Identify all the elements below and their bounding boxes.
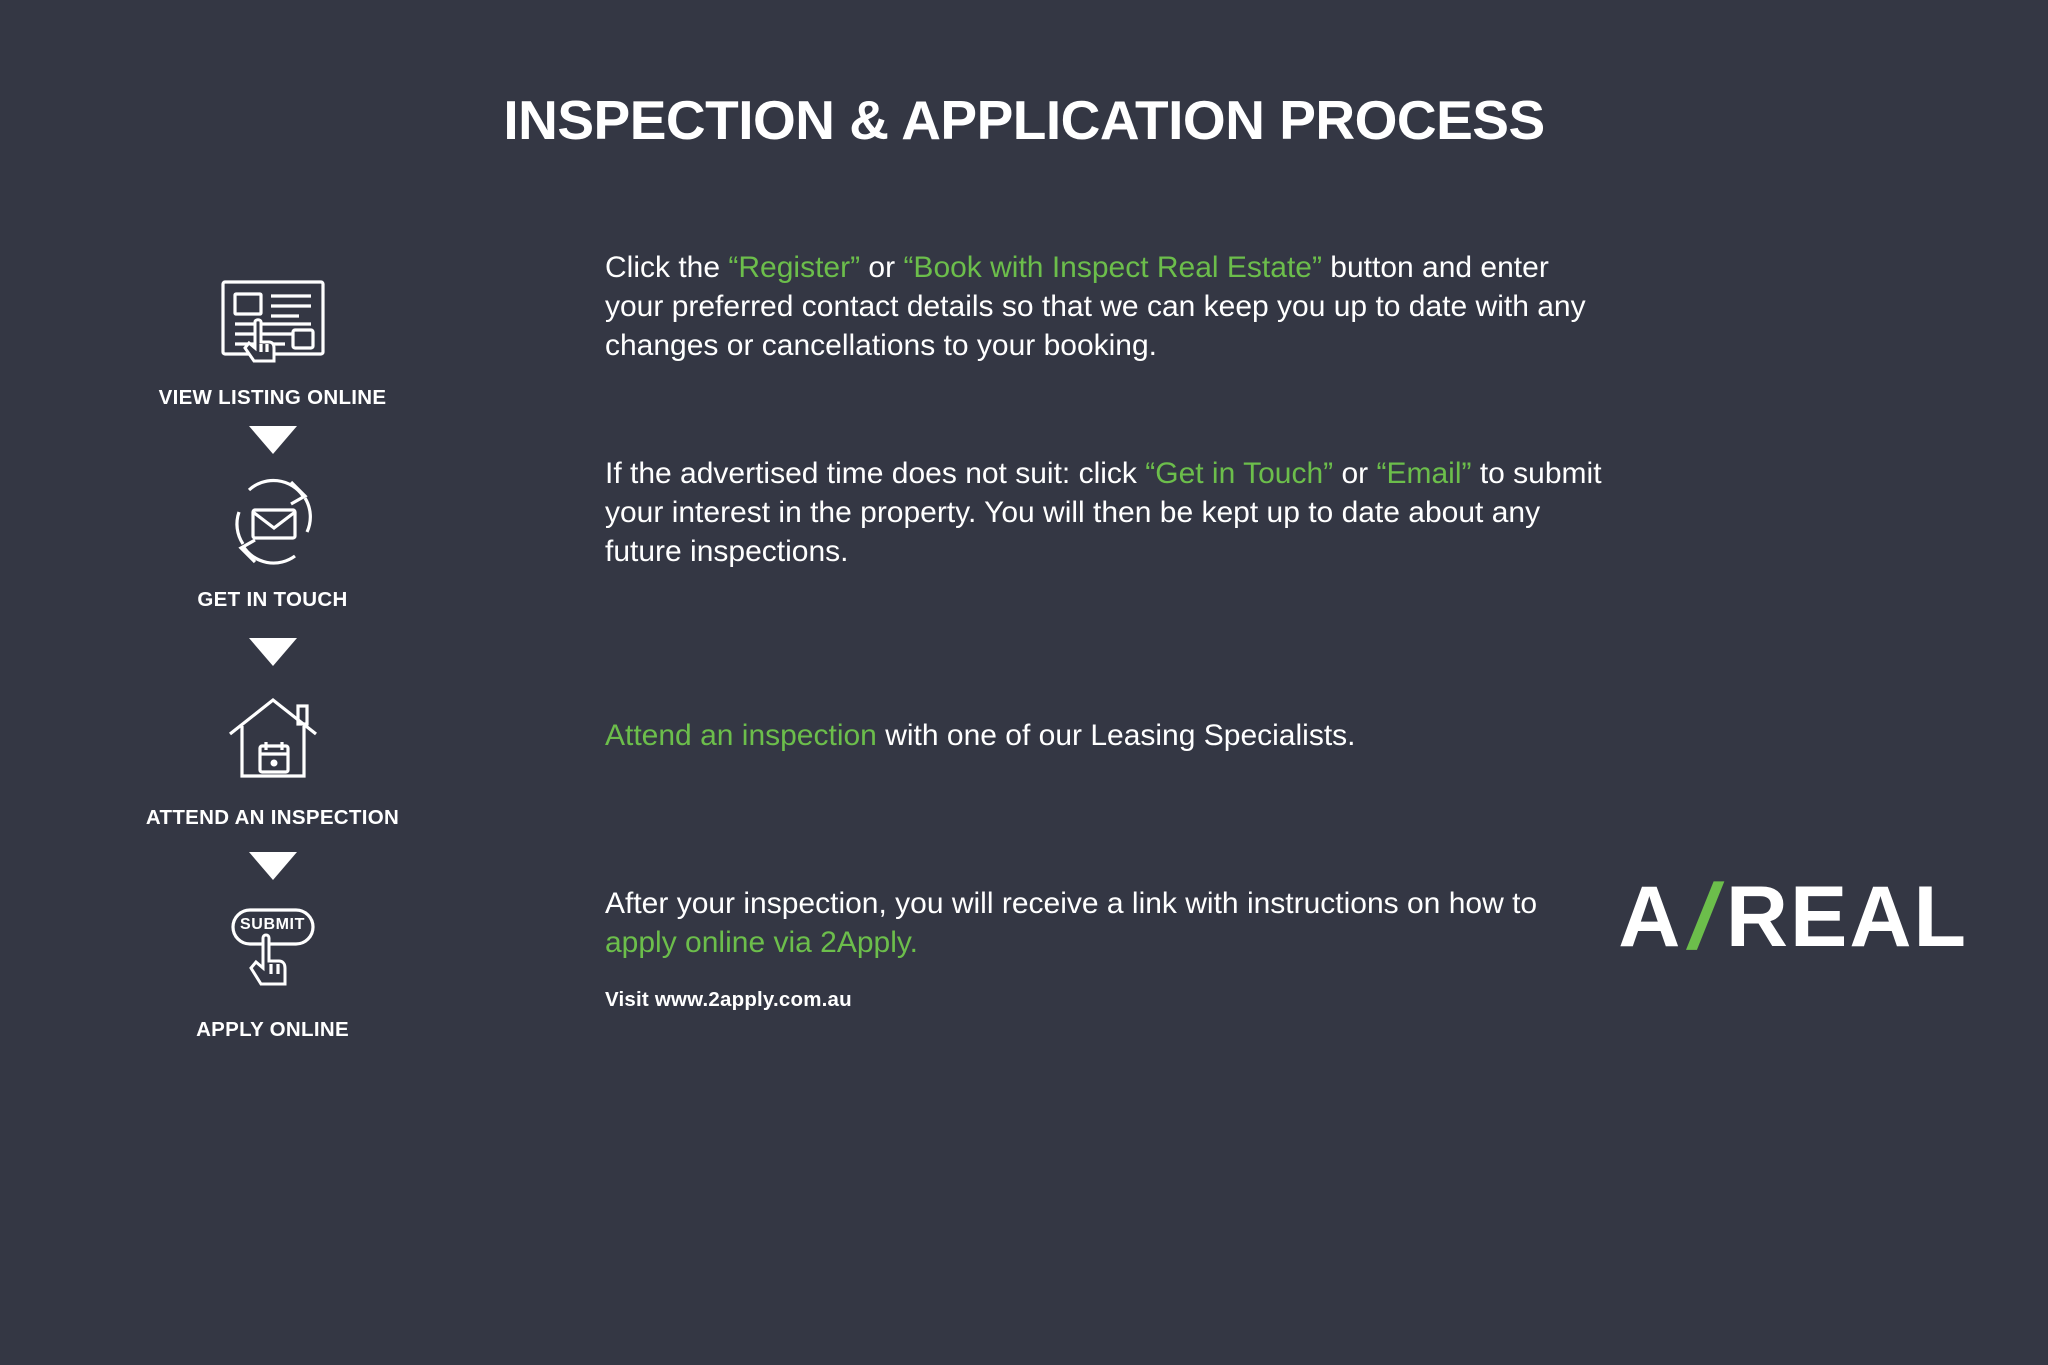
process-step-get-in-touch: [0, 457, 2048, 612]
step-1-text-column: [545, 251, 2048, 365]
step-1-icon-column: [0, 270, 545, 410]
step-4-label: APPLY ONLINE: [196, 1018, 349, 1041]
step-2-label: GET IN TOUCH: [197, 588, 348, 611]
step-2-text-part-5: to submit your interest in the property. You will then be kept up to date about any future inspections.: [605, 457, 1602, 568]
triangle-down-icon-1: [0, 424, 545, 456]
step-2-text-part-3: or: [1333, 457, 1377, 490]
step-1-label: VIEW LISTING ONLINE: [158, 386, 387, 409]
step-1-description: [605, 248, 1605, 365]
step-2-text-part-4: “Email”: [1376, 457, 1472, 490]
step-1-text-part-4: “Book with Inspect Real Estate”: [903, 251, 1322, 284]
brand-logo: [1618, 865, 1968, 970]
triangle-down-icon-2: [0, 636, 545, 668]
page-title: INSPECTION & APPLICATION PROCESS: [503, 89, 1545, 151]
step-1-text-part-2: “Register”: [728, 251, 861, 284]
step-2-text-part-1: If the advertised time does not suit: click: [605, 457, 1146, 490]
step-4-text-part-1: After your inspection, you will receive a link with instructions on how to: [605, 887, 1538, 920]
listing-page-click-icon: [215, 270, 331, 370]
step-2-text-part-2: “Get in Touch”: [1145, 457, 1334, 490]
step-4-text-part-2: apply online via 2Apply.: [605, 926, 918, 959]
step-4-description: [605, 884, 1605, 962]
step-1-text-part-5: button and enter your preferred contact details so that we can keep you up to date with any changes or cancellations to your booking.: [605, 251, 1586, 362]
step-4-footnote: Visit www.2apply.com.au: [605, 988, 852, 1011]
step-3-text-part-2: with one of our Leasing Specialists.: [876, 719, 1356, 752]
step-2-text-column: [545, 457, 2048, 571]
step-3-label: ATTEND AN INSPECTION: [145, 806, 400, 829]
process-step-attend-an-inspection: [0, 690, 2048, 830]
logo-slash-icon: /: [1681, 866, 1731, 968]
step-4-icon-column: [0, 902, 545, 1042]
process-step-view-listing-online: [0, 251, 2048, 410]
submit-button-click-icon: [219, 902, 327, 1002]
step-3-description: [605, 716, 1605, 755]
step-1-text-part-1: Click the: [605, 251, 729, 284]
triangle-down-icon-3: [0, 850, 545, 882]
house-calendar-icon: [220, 690, 326, 790]
step-1-text-part-3: or: [860, 251, 904, 284]
step-2-icon-column: [0, 472, 545, 612]
step-3-icon-column: [0, 690, 545, 830]
logo-letter-a: A: [1618, 869, 1683, 965]
step-3-text-column: [545, 690, 2048, 755]
logo-word-real: REAL: [1725, 869, 1968, 965]
email-refresh-icon: [221, 472, 325, 572]
step-2-description: [605, 454, 1605, 571]
step-3-text-part-1: Attend an inspection: [605, 719, 877, 752]
submit-button[interactable]: SUBMIT: [240, 916, 305, 933]
